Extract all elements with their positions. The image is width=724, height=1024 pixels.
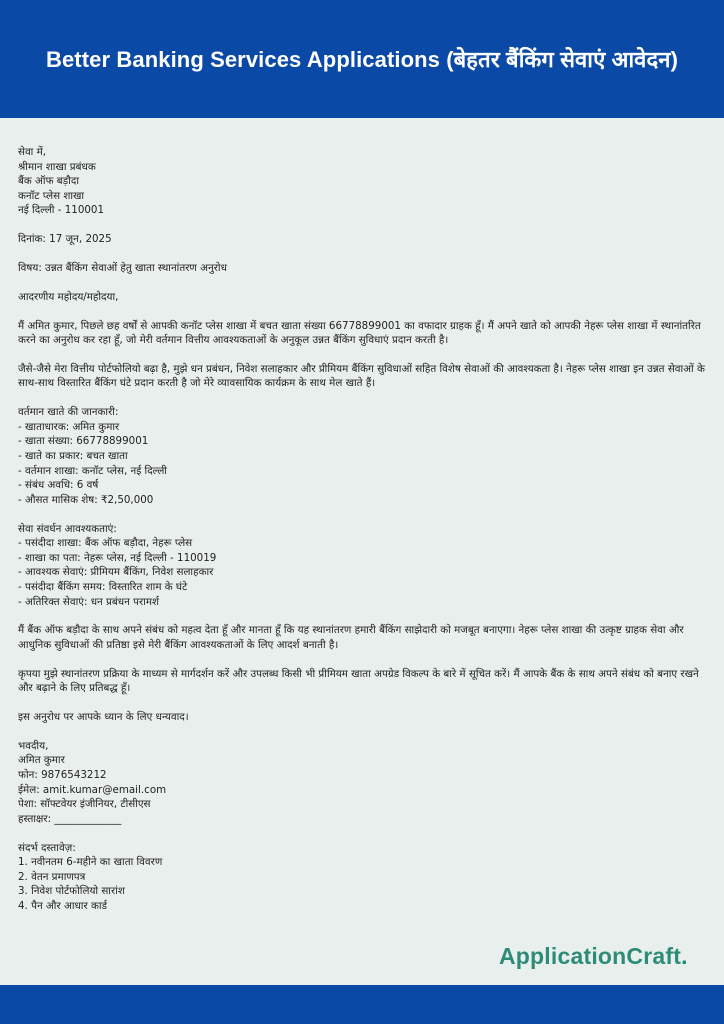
address-line: नई दिल्ली - 110001 bbox=[18, 204, 105, 217]
letter-body bbox=[18, 145, 708, 914]
list-item: - अतिरिक्त सेवाएं: धन प्रबंधन परामर्श bbox=[18, 595, 159, 608]
letter-subject: विषय: उन्नत बैंकिंग सेवाओं हेतु खाता स्थानांतरण अनुरोध bbox=[18, 261, 227, 274]
list-item: - खाते का प्रकार: बचत खाता bbox=[18, 450, 128, 463]
logo-text: ApplicationCraft bbox=[499, 943, 682, 969]
section-heading: संदर्भ दस्तावेज़: bbox=[18, 841, 76, 854]
list-item: - वर्तमान शाखा: कनॉट प्लेस, नई दिल्ली bbox=[18, 464, 167, 477]
list-item: 1. नवीनतम 6-महीने का खाता विवरण bbox=[18, 856, 163, 869]
list-item: - औसत मासिक शेष: ₹2,50,000 bbox=[18, 493, 154, 506]
signature-line: फोन: 9876543212 bbox=[18, 769, 107, 782]
section-heading: सेवा संवर्धन आवश्यकताएं: bbox=[18, 522, 117, 535]
service-requirements bbox=[18, 522, 708, 610]
thanks-line: इस अनुरोध पर आपके ध्यान के लिए धन्यवाद। bbox=[18, 711, 189, 724]
page-title: Better Banking Services Applications (बेहतर बैंकिंग सेवाएं आवेदन) bbox=[45, 47, 679, 72]
salutation: आदरणीय महोदय/महोदया, bbox=[18, 290, 119, 303]
address-line: सेवा में, bbox=[18, 146, 47, 158]
list-item: - संबंध अवधि: 6 वर्ष bbox=[18, 479, 99, 492]
recipient-address bbox=[18, 145, 708, 218]
list-item: 3. निवेश पोर्टफोलियो सारांश bbox=[18, 885, 125, 898]
list-item: - शाखा का पता: नेहरू प्लेस, नई दिल्ली - 110019 bbox=[18, 551, 217, 564]
signature-line: ईमेल: amit.kumar@email.com bbox=[18, 783, 167, 796]
address-line: बैंक ऑफ बड़ौदा bbox=[18, 175, 79, 188]
list-item: 4. पैन और आधार कार्ड bbox=[18, 900, 108, 912]
list-item: - पसंदीदा बैंकिंग समय: विस्तारित शाम के घंटे bbox=[18, 580, 188, 593]
reference-documents bbox=[18, 841, 708, 914]
section-heading: वर्तमान खाते की जानकारी: bbox=[18, 406, 119, 419]
signature-block bbox=[18, 739, 708, 827]
brand-logo bbox=[499, 943, 688, 970]
logo-dot: . bbox=[681, 943, 688, 969]
letter-date: दिनांक: 17 जून, 2025 bbox=[18, 233, 112, 246]
list-item: - खाता संख्या: 66778899001 bbox=[18, 435, 149, 448]
footer-banner bbox=[0, 985, 724, 1024]
signature-line: भवदीय, bbox=[18, 739, 49, 752]
signature-line: हस्ताक्षर: _____________ bbox=[18, 812, 122, 825]
paragraph-request: कृपया मुझे स्थानांतरण प्रक्रिया के माध्यम से मार्गदर्शन करें और उपलब्ध किसी भी प्रीमियम खाता अपग्रेड विकल्प के बारे में सूचित करें। मैं आपके बैंक के साथ अपने संबंध को बनाए रखने और बढ़ाने के लिए प्रतिबद्ध हूँ। bbox=[18, 667, 699, 695]
address-line: कनॉट प्लेस शाखा bbox=[18, 189, 85, 202]
signature-line: अमित कुमार bbox=[18, 754, 65, 767]
address-line: श्रीमान शाखा प्रबंधक bbox=[18, 160, 96, 173]
paragraph-intro: मैं अमित कुमार, पिछले छह वर्षों से आपकी कनॉट प्लेस शाखा में बचत खाता संख्या 66778899001 का वफादार ग्राहक हूँ। मैं अपने खाते को आपकी नेहरू प्लेस शाखा में स्थानांतरित करने का अनुरोध कर रहा हूँ, जो मेरी वर्तमान वित्तीय आवश्यकताओं के अनुकूल उन्नत बैंकिंग सुविधाएं प्रदान करती है। bbox=[18, 319, 701, 347]
list-item: 2. वेतन प्रमाणपत्र bbox=[18, 870, 86, 883]
list-item: - आवश्यक सेवाएं: प्रीमियम बैंकिंग, निवेश सलाहकार bbox=[18, 566, 214, 579]
list-item: - पसंदीदा शाखा: बैंक ऑफ बड़ौदा, नेहरू प्लेस bbox=[18, 537, 193, 550]
header-banner bbox=[0, 0, 724, 118]
paragraph-relationship: मैं बैंक ऑफ बड़ौदा के साथ अपने संबंध को महत्व देता हूँ और मानता हूँ कि यह स्थानांतरण हमारी बैंकिंग साझेदारी को मजबूत बनाएगा। नेहरू प्लेस शाखा की उत्कृष्ट ग्राहक सेवा और आधुनिक सुविधाओं की प्रतिष्ठा इसे मेरी बैंकिंग आवश्यकताओं के लिए आदर्श बनाती है। bbox=[18, 624, 684, 651]
account-details bbox=[18, 405, 708, 507]
signature-line: पेशा: सॉफ्टवेयर इंजीनियर, टीसीएस bbox=[18, 798, 151, 811]
paragraph-needs: जैसे-जैसे मेरा वित्तीय पोर्टफोलियो बढ़ा है, मुझे धन प्रबंधन, निवेश सलाहकार और प्रीमियम बैंकिंग सुविधाओं सहित विशेष सेवाओं की आवश्यकता है। नेहरू प्लेस शाखा इन उन्नत सेवाओं के साथ-साथ विस्तारित बैंकिंग घंटे प्रदान करती है जो मेरे व्यावसायिक कार्यक्रम के साथ मेल खाते हैं। bbox=[18, 362, 705, 390]
list-item: - खाताधारक: अमित कुमार bbox=[18, 420, 120, 433]
